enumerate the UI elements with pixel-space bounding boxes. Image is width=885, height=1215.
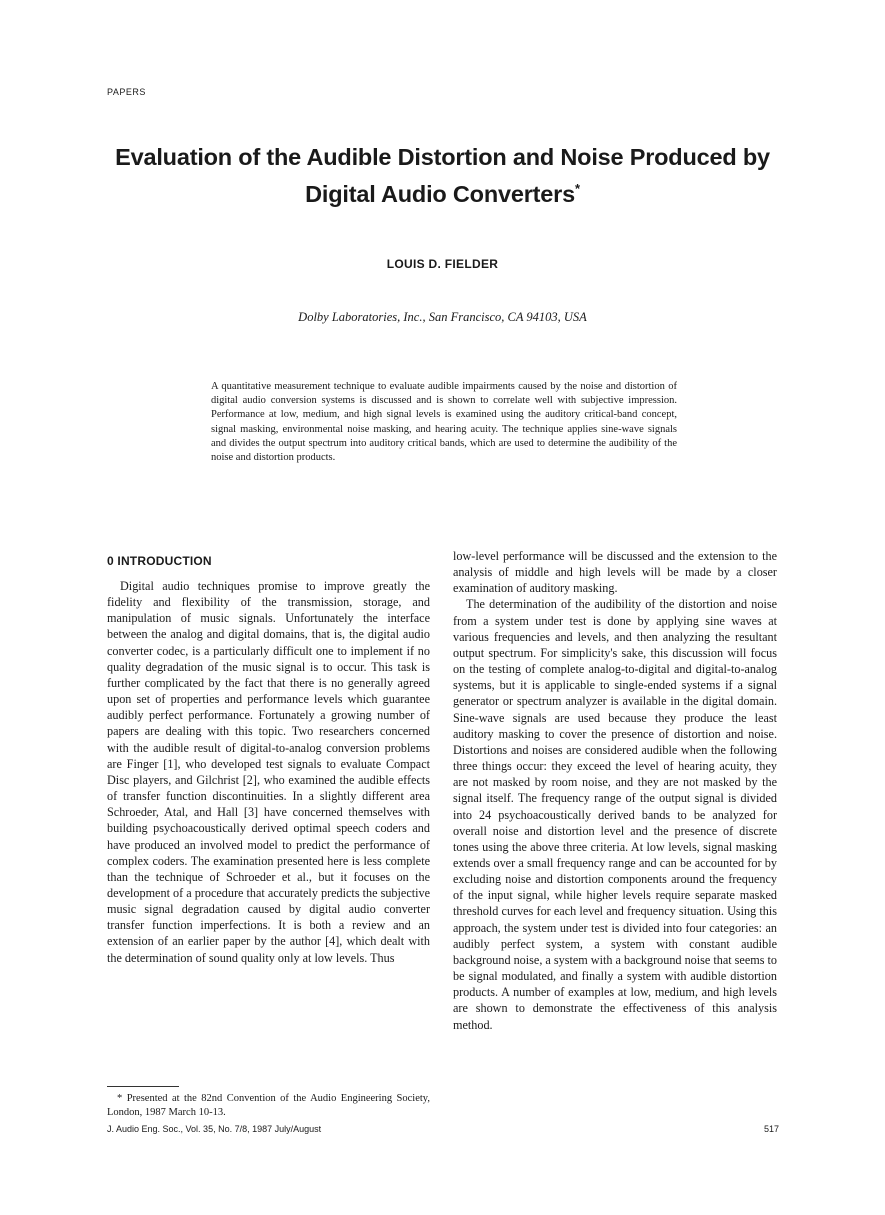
body-paragraph-continued: low-level performance will be discussed and the extension to the analysis of middle and high levels will be made by a closer examination of auditory masking. — [453, 549, 777, 596]
author-name: LOUIS D. FIELDER — [386, 257, 499, 271]
right-column — [453, 548, 777, 1033]
paper-title-text: Evaluation of the Audible Distortion and Noise Produced by Digital Audio Converters — [115, 144, 770, 207]
body-paragraph: Digital audio techniques promise to improve greatly the fidelity and flexibility of the transmission, storage, and manipulation of music signals. Unfortunately the interface between the analog and digital domains, that is, the digital audio converter codec, is a particularly difficult one to implement if no quality degradation of the music signal is to occur. This task is further complicated by the fact that there is no generally agreed upon set of properties and performance levels which guarantee audibly perfect performance. Fortunately a growing number of papers are dealing with this topic. Two researchers concerned with the audible result of digital-to-analog conversion problems are Finger [1], who developed test signals to evaluate Compact Disc players, and Gilchrist [2], who examined the audible effects of transfer function discontinuities. In a slightly different area Schroeder, Atal, and Hall [3] have concerned themselves with building psychoacoustically derived optimal speech coders and have produced an involved model to predict the performance of complex coders. The examination presented here is less complete than the technique of Schroeder et al., but it focuses on the development of a procedure that accurately predicts the subjective music signal degradation caused by digital audio converter transfer function imperfections. It is both a review and an extension of an earlier paper by the author [4], which dealt with the determination of sound quality only at low levels. Thus — [107, 579, 430, 965]
footnote-divider — [107, 1086, 179, 1087]
title-footnote-marker: * — [574, 181, 580, 196]
journal-citation: J. Audio Eng. Soc., Vol. 35, No. 7/8, 1987 July/August — [107, 1124, 322, 1134]
left-column — [107, 578, 430, 966]
paper-title — [100, 142, 785, 210]
author-affiliation: Dolby Laboratories, Inc., San Francisco, CA 94103, USA — [298, 310, 587, 324]
section-heading: 0 INTRODUCTION — [107, 554, 212, 568]
page-number: 517 — [763, 1124, 779, 1134]
footnote: * Presented at the 82nd Convention of the Audio Engineering Society, London, 1987 March 10-13. — [107, 1093, 430, 1118]
abstract: A quantitative measurement technique to evaluate audible impairments caused by the noise and distortion of digital audio conversion systems is discussed and is shown to correlate well with subjective impression. Performance at low, medium, and high signal levels is examined using the auditory critical-band concept, signal masking, environmental noise masking, and hearing acuity. The technique applies sine-wave signals and divides the output spectrum into auditory critical bands, which are used to determine the audibility of the noise and distortion products. — [211, 381, 677, 464]
body-paragraph: The determination of the audibility of the distortion and noise from a system under test is done by applying sine waves at various frequencies and levels, and then analyzing the resultant output spectrum. For simplicity's sake, this discussion will focus on the testing of complete analog-to-digital and digital-to-analog systems, but it is applicable to single-ended systems if a signal generator or spectrum analyzer is available in the digital domain. Sine-wave signals are used because they produce the least auditory masking to cover the presence of distortion and noise. Distortions and noises are considered audible when the following three things occur: they exceed the level of hearing acuity, they are not masked by room noise, and they are not masked by the signal itself. The frequency range of the output signal is divided into 24 psychoacoustically derived bands to be analyzed for overall noise and distortion level and the presence of discrete tones using the above three criteria. At low levels, signal masking extends over a small frequency range and can be accounted for by excluding noise and distortion components around the frequency of the input signal, while higher levels require separate masked threshold curves for each level and frequency situation. Using this approach, the system under test is divided into four categories: an audibly perfect system, a system with constant audible background noise, a system with a background noise that seems to be signal modulated, and finally a system with audible distortion products. A number of examples at low, medium, and high levels are shown to demonstrate the effectiveness of this analysis method. — [453, 597, 777, 1032]
running-header: PAPERS — [107, 87, 146, 97]
